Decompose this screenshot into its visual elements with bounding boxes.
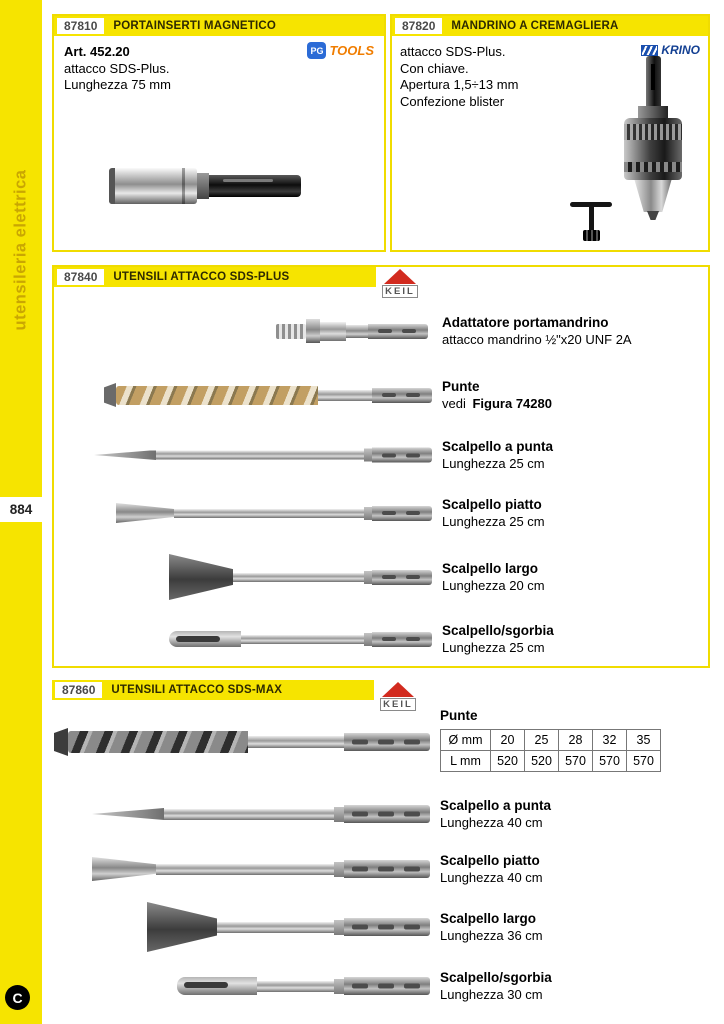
catalog-row	[54, 485, 708, 541]
item-caption	[442, 623, 554, 655]
section-title: MANDRINO A CREMAGLIERA	[451, 20, 619, 32]
desc-line: Lunghezza 75 mm	[64, 77, 171, 92]
pointed-chisel-image	[94, 448, 432, 463]
catalog-row	[52, 842, 710, 896]
keil-wordmark: KEIL	[382, 285, 418, 298]
magnetic-bit-holder-image	[109, 168, 301, 204]
item-caption	[440, 970, 552, 1002]
section-code: 87820	[395, 18, 442, 34]
item-caption	[440, 798, 551, 830]
item-caption	[440, 853, 543, 885]
item-detail: Lunghezza 36 cm	[440, 928, 543, 943]
diameter-cell: 28	[559, 730, 593, 751]
item-caption	[442, 315, 632, 347]
krino-wordmark: KRINO	[661, 43, 700, 57]
length-cell: 570	[627, 751, 661, 772]
desc-line: Confezione blister	[400, 93, 505, 109]
desc-line: Con chiave.	[400, 60, 469, 76]
flat-chisel-image	[116, 503, 432, 523]
sds-max-drill-bit-image	[54, 728, 430, 756]
catalog-row	[52, 960, 710, 1012]
keil-wordmark: KEIL	[380, 698, 416, 711]
item-caption	[442, 561, 545, 593]
detail-figure-ref: Figura 74280	[472, 396, 552, 411]
pg-tools-wordmark: TOOLS	[329, 43, 374, 58]
section-title: PORTAINSERTI MAGNETICO	[113, 20, 277, 32]
item-caption	[442, 439, 553, 471]
punte-size-table	[440, 729, 661, 772]
desc-line: attacco SDS-Plus.	[400, 44, 506, 59]
section-87820	[390, 14, 710, 252]
punte-caption	[440, 708, 661, 772]
section-code: 87840	[57, 269, 104, 285]
keil-logo	[382, 269, 418, 298]
desc-line: Apertura 1,5÷13 mm	[400, 77, 519, 92]
section-87860	[52, 680, 710, 1024]
pointed-chisel-max-image	[92, 805, 430, 823]
item-name: Scalpello/sgorbia	[440, 970, 552, 985]
length-cell: 520	[525, 751, 559, 772]
publisher-logo-letter: C	[12, 989, 23, 1006]
diameter-header-cell: Ø mm	[441, 730, 491, 751]
catalog-row	[54, 545, 708, 609]
length-row	[441, 751, 661, 772]
length-cell: 570	[593, 751, 627, 772]
diameter-cell: 35	[627, 730, 661, 751]
flat-chisel-max-image	[92, 857, 430, 881]
wide-chisel-max-image	[147, 902, 430, 952]
gouge-chisel-image	[169, 631, 432, 647]
item-name: Scalpello largo	[440, 911, 537, 926]
item-caption	[440, 911, 543, 943]
item-detail: Lunghezza 20 cm	[442, 578, 545, 593]
item-name: Scalpello a punta	[442, 439, 554, 454]
section-87810	[52, 14, 386, 252]
item-detail: Lunghezza 25 cm	[442, 640, 545, 655]
product-description	[400, 44, 518, 110]
category-sidebar	[0, 0, 42, 1024]
krino-logo	[641, 43, 700, 57]
chuck-key-image	[570, 198, 620, 244]
item-detail	[442, 396, 552, 411]
item-detail: Lunghezza 40 cm	[440, 870, 543, 885]
item-name: Scalpello largo	[442, 561, 539, 576]
length-header-cell: L mm	[441, 751, 491, 772]
diameter-cell: 25	[525, 730, 559, 751]
diameter-row	[441, 730, 661, 751]
drill-chuck-image	[624, 56, 682, 220]
item-name: Punte	[440, 708, 478, 723]
item-name: Scalpello/sgorbia	[442, 623, 554, 638]
section-87860-header	[52, 680, 374, 700]
section-title: UTENSILI ATTACCO SDS-MAX	[111, 684, 283, 696]
section-87840-header	[54, 267, 376, 287]
item-caption	[442, 497, 545, 529]
item-name: Scalpello piatto	[442, 497, 542, 512]
detail-prefix: vedi	[442, 396, 466, 411]
publisher-logo	[5, 985, 30, 1010]
wide-chisel-image	[169, 554, 432, 600]
item-detail: Lunghezza 30 cm	[440, 987, 543, 1002]
page-number: 884	[0, 497, 42, 522]
catalog-row	[52, 896, 710, 958]
keil-triangle-icon	[384, 269, 416, 284]
item-name: Scalpello piatto	[440, 853, 540, 868]
diameter-cell: 20	[491, 730, 525, 751]
item-detail: Lunghezza 25 cm	[442, 514, 545, 529]
length-cell: 520	[491, 751, 525, 772]
item-detail: Lunghezza 40 cm	[440, 815, 543, 830]
catalog-row	[54, 303, 708, 359]
catalog-row	[54, 613, 708, 665]
item-name: Adattatore portamandrino	[442, 315, 609, 330]
category-label: utensileria elettrica	[11, 169, 30, 331]
desc-line: Art. 452.20	[64, 44, 130, 59]
item-detail: Lunghezza 25 cm	[442, 456, 545, 471]
pg-tools-logo	[307, 42, 374, 59]
section-code: 87860	[55, 682, 102, 698]
gouge-chisel-max-image	[177, 977, 430, 995]
product-description	[64, 44, 171, 94]
keil-triangle-icon	[382, 682, 414, 697]
sds-plus-drill-bit-image	[104, 383, 432, 407]
pg-tools-badge-icon: PG	[307, 42, 326, 59]
catalog-row	[54, 367, 708, 423]
diameter-cell: 32	[593, 730, 627, 751]
item-caption	[442, 379, 552, 411]
length-cell: 570	[559, 751, 593, 772]
section-code: 87810	[57, 18, 104, 34]
item-name: Scalpello a punta	[440, 798, 552, 813]
catalog-row	[52, 788, 710, 840]
desc-line: attacco SDS-Plus.	[64, 60, 170, 76]
chuck-adapter-image	[276, 319, 432, 343]
krino-flag-icon	[641, 45, 658, 56]
item-name: Punte	[442, 379, 480, 394]
section-87810-header	[54, 16, 384, 36]
section-87820-header	[392, 16, 708, 36]
item-detail: attacco mandrino ½"x20 UNF 2A	[442, 332, 632, 347]
catalog-row	[54, 429, 708, 481]
section-87840	[52, 265, 710, 668]
section-title: UTENSILI ATTACCO SDS-PLUS	[113, 271, 290, 283]
